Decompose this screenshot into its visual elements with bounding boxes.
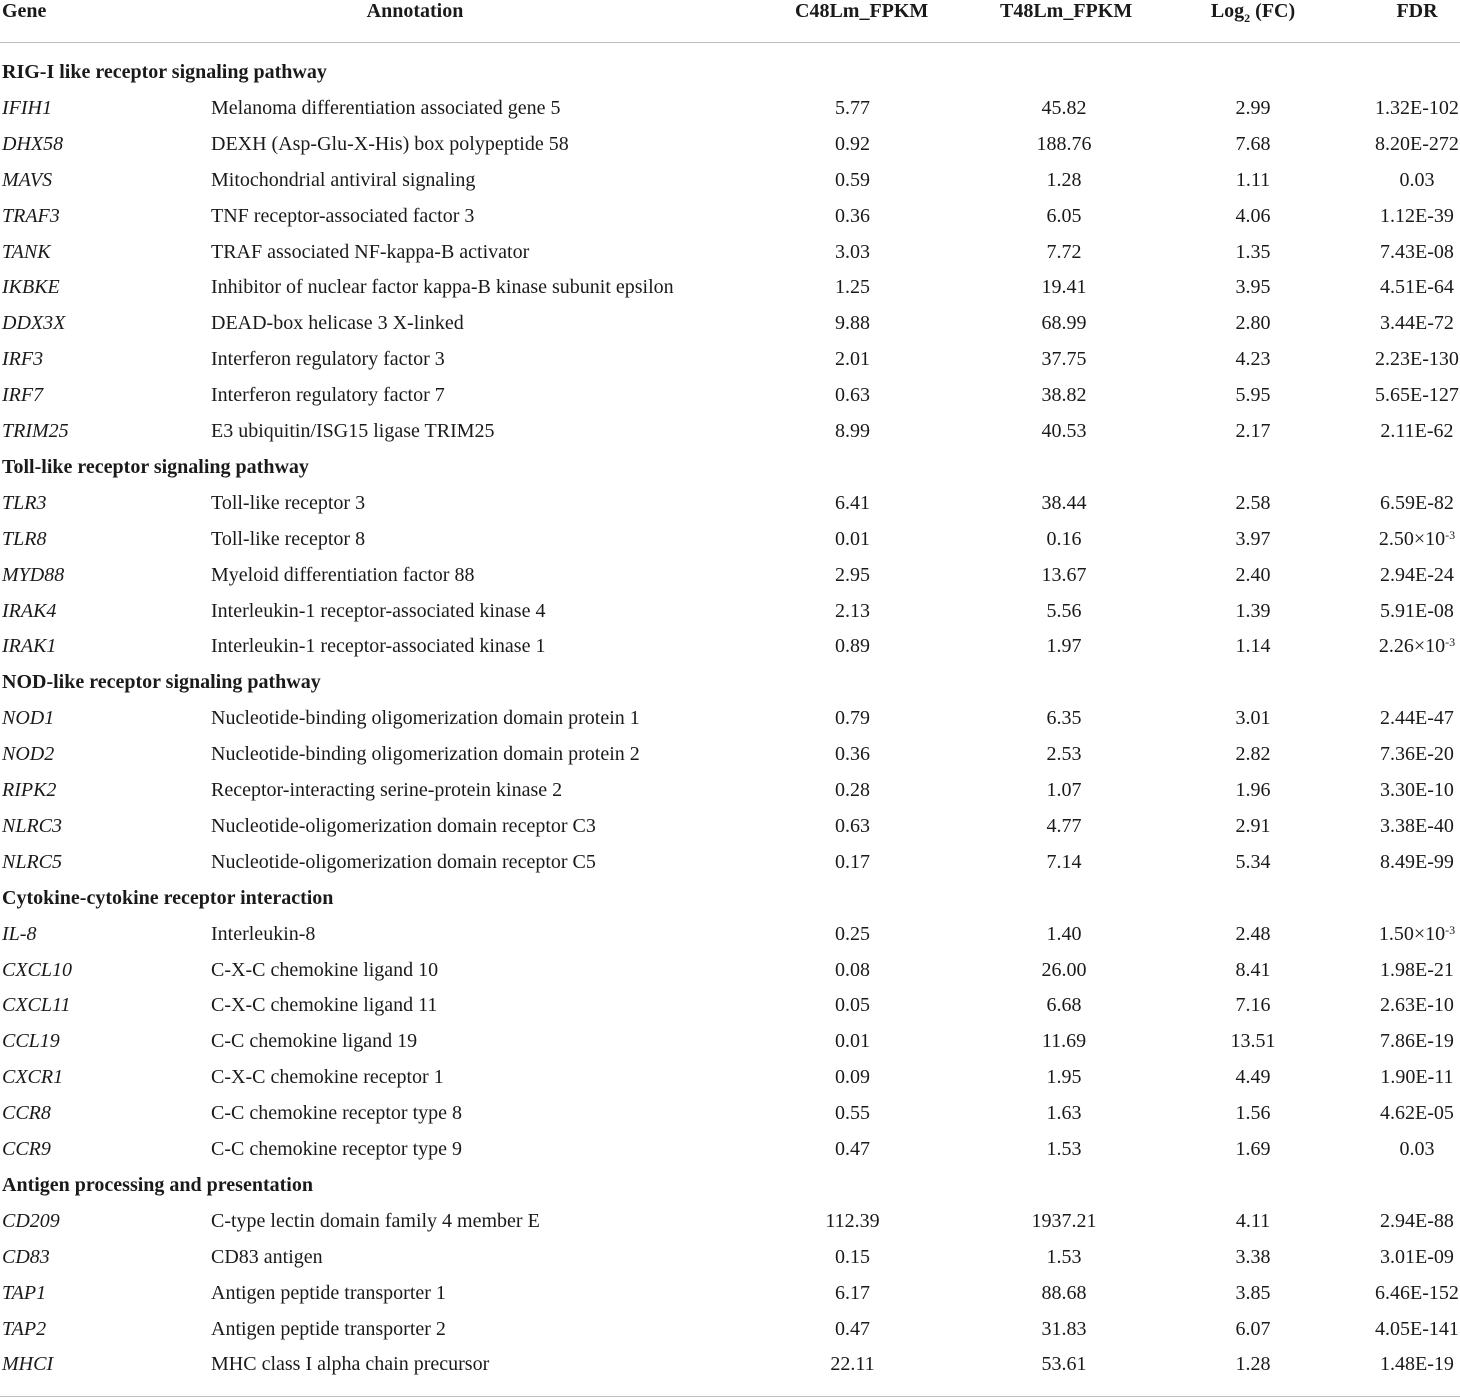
t48lm-fpkm-cell: 1.40 bbox=[1046, 923, 1082, 945]
t48lm-fpkm-cell: 7.72 bbox=[1046, 241, 1082, 263]
table-row bbox=[0, 1346, 1460, 1382]
fdr-cell bbox=[1365, 635, 1460, 657]
section-title: Antigen processing and presentation bbox=[2, 1174, 313, 1196]
c48lm-fpkm-cell: 0.17 bbox=[835, 851, 870, 873]
table-row bbox=[0, 916, 1460, 952]
gene-cell: DDX3X bbox=[2, 312, 66, 334]
log2fc-cell: 13.51 bbox=[1230, 1030, 1276, 1052]
log2fc-cell: 1.28 bbox=[1235, 1353, 1271, 1375]
gene-cell: NLRC5 bbox=[2, 851, 63, 873]
gene-cell: MYD88 bbox=[2, 564, 65, 586]
gene-cell: CXCL11 bbox=[2, 994, 71, 1016]
table-row bbox=[0, 90, 1460, 126]
gene-cell: IL-8 bbox=[2, 923, 37, 945]
fdr-cell bbox=[1365, 1246, 1460, 1268]
t48lm-fpkm-cell: 19.41 bbox=[1041, 276, 1087, 298]
c48lm-fpkm-cell: 0.01 bbox=[835, 1030, 870, 1052]
t48lm-fpkm-cell: 7.14 bbox=[1046, 851, 1082, 873]
annotation-cell: Melanoma differentiation associated gene 5 bbox=[211, 97, 561, 119]
fdr-cell bbox=[1365, 276, 1460, 298]
header-fdr: FDR bbox=[1396, 0, 1438, 22]
c48lm-fpkm-cell: 0.79 bbox=[835, 707, 870, 729]
t48lm-fpkm-cell: 31.83 bbox=[1041, 1318, 1087, 1340]
fdr-cell bbox=[1365, 1318, 1460, 1340]
table-row bbox=[0, 952, 1460, 988]
gene-cell: TLR3 bbox=[2, 492, 47, 514]
fdr-value: 7.36E-20 bbox=[1380, 743, 1454, 765]
annotation-cell: Receptor-interacting serine-protein kinase 2 bbox=[211, 779, 563, 801]
fdr-value: 7.86E-19 bbox=[1380, 1030, 1454, 1052]
fdr-value: 8.20E-272 bbox=[1375, 133, 1459, 155]
fdr-cell bbox=[1365, 205, 1460, 227]
gene-cell: MHCI bbox=[2, 1353, 54, 1375]
fdr-exponent: -3 bbox=[1445, 528, 1456, 542]
fdr-value: 1.12E-39 bbox=[1380, 205, 1454, 227]
fdr-value: 3.30E-10 bbox=[1380, 779, 1454, 801]
t48lm-fpkm-cell: 38.44 bbox=[1041, 492, 1087, 514]
gene-cell: CXCR1 bbox=[2, 1066, 64, 1088]
fdr-value: 3.01E-09 bbox=[1380, 1246, 1454, 1268]
table-row bbox=[0, 1311, 1460, 1347]
c48lm-fpkm-cell: 6.41 bbox=[835, 492, 870, 514]
header-t48lm-fpkm: T48Lm_FPKM bbox=[1000, 0, 1133, 22]
fdr-cell bbox=[1365, 492, 1460, 514]
t48lm-fpkm-cell: 38.82 bbox=[1041, 384, 1087, 406]
fdr-cell bbox=[1365, 1066, 1460, 1088]
c48lm-fpkm-cell: 0.89 bbox=[835, 635, 870, 657]
gene-cell: TLR8 bbox=[2, 528, 47, 550]
log2fc-cell: 8.41 bbox=[1235, 959, 1271, 981]
c48lm-fpkm-cell: 22.11 bbox=[830, 1353, 875, 1375]
c48lm-fpkm-cell: 0.47 bbox=[835, 1318, 870, 1340]
gene-cell: RIPK2 bbox=[2, 779, 57, 801]
c48lm-fpkm-cell: 0.05 bbox=[835, 994, 870, 1016]
fdr-cell bbox=[1365, 1102, 1460, 1124]
c48lm-fpkm-cell: 0.92 bbox=[835, 133, 870, 155]
fdr-value: 2.94E-24 bbox=[1380, 564, 1454, 586]
gene-cell: IKBKE bbox=[2, 276, 60, 298]
annotation-cell: Inhibitor of nuclear factor kappa-B kinase subunit epsilon bbox=[211, 276, 674, 298]
t48lm-fpkm-cell: 1.53 bbox=[1046, 1246, 1082, 1268]
fdr-value: 2.23E-130 bbox=[1375, 348, 1459, 370]
c48lm-fpkm-cell: 3.03 bbox=[835, 241, 870, 263]
fdr-exponent: -3 bbox=[1445, 635, 1456, 649]
fdr-cell bbox=[1365, 1030, 1460, 1052]
annotation-cell: C-C chemokine receptor type 9 bbox=[211, 1138, 463, 1160]
t48lm-fpkm-cell: 1937.21 bbox=[1031, 1210, 1097, 1232]
gene-cell: IRF3 bbox=[2, 348, 44, 370]
annotation-cell: Mitochondrial antiviral signaling bbox=[211, 169, 476, 191]
log2fc-cell: 2.80 bbox=[1235, 312, 1271, 334]
fdr-value: 2.63E-10 bbox=[1380, 994, 1454, 1016]
table-row bbox=[0, 1131, 1460, 1167]
fdr-cell bbox=[1365, 564, 1460, 586]
fdr-value: 5.91E-08 bbox=[1380, 600, 1454, 622]
header-rule bbox=[0, 42, 1460, 43]
annotation-cell: Interferon regulatory factor 7 bbox=[211, 384, 445, 406]
fdr-value: 1.48E-19 bbox=[1380, 1353, 1454, 1375]
log2fc-cell: 2.82 bbox=[1235, 743, 1271, 765]
c48lm-fpkm-cell: 0.36 bbox=[835, 743, 870, 765]
fdr-cell bbox=[1365, 1210, 1460, 1232]
fdr-cell bbox=[1365, 815, 1460, 837]
fdr-value: 2.94E-88 bbox=[1380, 1210, 1454, 1232]
table-header-row bbox=[0, 0, 1460, 25]
fdr-cell bbox=[1365, 1282, 1460, 1304]
log2fc-cell: 2.91 bbox=[1235, 815, 1271, 837]
t48lm-fpkm-cell: 53.61 bbox=[1041, 1353, 1087, 1375]
annotation-cell: Interferon regulatory factor 3 bbox=[211, 348, 445, 370]
gene-cell: MAVS bbox=[2, 169, 53, 191]
gene-cell: IRAK4 bbox=[2, 600, 57, 622]
log2fc-cell: 2.40 bbox=[1235, 564, 1271, 586]
bottom-rule bbox=[0, 1396, 1460, 1397]
annotation-cell: DEXH (Asp-Glu-X-His) box polypeptide 58 bbox=[211, 133, 569, 155]
fdr-value: 1.32E-102 bbox=[1375, 97, 1459, 119]
fdr-cell bbox=[1365, 528, 1460, 550]
fdr-value: 2.26×10 bbox=[1378, 635, 1446, 657]
t48lm-fpkm-cell: 37.75 bbox=[1041, 348, 1087, 370]
annotation-cell: Nucleotide-oligomerization domain receptor C3 bbox=[211, 815, 596, 837]
c48lm-fpkm-cell: 2.95 bbox=[835, 564, 870, 586]
section-row bbox=[0, 54, 1460, 90]
fdr-value: 6.59E-82 bbox=[1380, 492, 1454, 514]
c48lm-fpkm-cell: 0.59 bbox=[835, 169, 870, 191]
t48lm-fpkm-cell: 11.69 bbox=[1041, 1030, 1087, 1052]
fdr-value: 3.44E-72 bbox=[1380, 312, 1454, 334]
log2fc-cell: 5.34 bbox=[1235, 851, 1271, 873]
t48lm-fpkm-cell: 2.53 bbox=[1046, 743, 1082, 765]
fdr-value: 5.65E-127 bbox=[1375, 384, 1459, 406]
table-row bbox=[0, 1239, 1460, 1275]
table-row bbox=[0, 126, 1460, 162]
fdr-value: 2.50×10 bbox=[1378, 528, 1446, 550]
annotation-cell: DEAD-box helicase 3 X-linked bbox=[211, 312, 464, 334]
header-c48lm-fpkm: C48Lm_FPKM bbox=[795, 0, 929, 22]
fdr-cell bbox=[1365, 994, 1460, 1016]
gene-cell: IRF7 bbox=[2, 384, 44, 406]
table-row bbox=[0, 557, 1460, 593]
log2fc-cell: 3.01 bbox=[1235, 707, 1271, 729]
section-row bbox=[0, 449, 1460, 485]
log2fc-cell: 3.95 bbox=[1235, 276, 1271, 298]
log2fc-cell: 1.96 bbox=[1235, 779, 1271, 801]
section-title: Cytokine-cytokine receptor interaction bbox=[2, 887, 334, 909]
fdr-cell bbox=[1365, 923, 1460, 945]
table-row bbox=[0, 1275, 1460, 1311]
annotation-cell: CD83 antigen bbox=[211, 1246, 323, 1268]
t48lm-fpkm-cell: 40.53 bbox=[1041, 420, 1087, 442]
header-log2fc bbox=[1203, 0, 1303, 25]
c48lm-fpkm-cell: 0.55 bbox=[835, 1102, 870, 1124]
annotation-cell: C-X-C chemokine ligand 11 bbox=[211, 994, 438, 1016]
fdr-value: 6.46E-152 bbox=[1375, 1282, 1459, 1304]
log2fc-cell: 2.17 bbox=[1235, 420, 1271, 442]
fdr-cell bbox=[1365, 1353, 1460, 1375]
section-title: NOD-like receptor signaling pathway bbox=[2, 671, 321, 693]
annotation-cell: E3 ubiquitin/ISG15 ligase TRIM25 bbox=[211, 420, 495, 442]
table-row bbox=[0, 700, 1460, 736]
gene-cell: IRAK1 bbox=[2, 635, 57, 657]
c48lm-fpkm-cell: 5.77 bbox=[835, 97, 870, 119]
gene-cell: NLRC3 bbox=[2, 815, 63, 837]
annotation-cell: Myeloid differentiation factor 88 bbox=[211, 564, 475, 586]
t48lm-fpkm-cell: 6.35 bbox=[1046, 707, 1082, 729]
c48lm-fpkm-cell: 2.01 bbox=[835, 348, 870, 370]
annotation-cell: Nucleotide-oligomerization domain receptor C5 bbox=[211, 851, 596, 873]
annotation-cell: TNF receptor-associated factor 3 bbox=[211, 205, 475, 227]
table-row bbox=[0, 808, 1460, 844]
gene-cell: NOD2 bbox=[2, 743, 55, 765]
table-row bbox=[0, 377, 1460, 413]
log2fc-cell: 7.16 bbox=[1235, 994, 1271, 1016]
t48lm-fpkm-cell: 1.07 bbox=[1046, 779, 1082, 801]
annotation-cell: TRAF associated NF-kappa-B activator bbox=[211, 241, 530, 263]
table-row bbox=[0, 341, 1460, 377]
gene-cell: CXCL10 bbox=[2, 959, 73, 981]
annotation-cell: C-X-C chemokine ligand 10 bbox=[211, 959, 439, 981]
t48lm-fpkm-cell: 5.56 bbox=[1046, 600, 1082, 622]
section-row bbox=[0, 664, 1460, 700]
section-row bbox=[0, 880, 1460, 916]
log2fc-cell: 3.38 bbox=[1235, 1246, 1271, 1268]
annotation-cell: Antigen peptide transporter 1 bbox=[211, 1282, 446, 1304]
annotation-cell: Nucleotide-binding oligomerization domain protein 1 bbox=[211, 707, 640, 729]
table-row bbox=[0, 593, 1460, 629]
section-row bbox=[0, 1167, 1460, 1203]
table-row bbox=[0, 1203, 1460, 1239]
gene-cell: CCR8 bbox=[2, 1102, 51, 1124]
header-log2fc-subscript: 2 bbox=[1244, 11, 1251, 25]
fdr-cell bbox=[1365, 959, 1460, 981]
t48lm-fpkm-cell: 4.77 bbox=[1046, 815, 1082, 837]
gene-cell: TRIM25 bbox=[2, 420, 69, 442]
gene-cell: IFIH1 bbox=[2, 97, 52, 119]
fdr-value: 1.98E-21 bbox=[1380, 959, 1454, 981]
fdr-value: 2.11E-62 bbox=[1380, 420, 1454, 442]
log2fc-cell: 1.14 bbox=[1235, 635, 1271, 657]
gene-cell: NOD1 bbox=[2, 707, 55, 729]
fdr-value: 2.44E-47 bbox=[1380, 707, 1454, 729]
fdr-cell bbox=[1365, 312, 1460, 334]
annotation-cell: Interleukin-8 bbox=[211, 923, 316, 945]
log2fc-cell: 5.95 bbox=[1235, 384, 1271, 406]
gene-cell: TANK bbox=[2, 241, 51, 263]
table-row bbox=[0, 1059, 1460, 1095]
gene-cell: DHX58 bbox=[2, 133, 64, 155]
fdr-cell bbox=[1365, 1138, 1460, 1160]
fdr-cell bbox=[1365, 851, 1460, 873]
log2fc-cell: 4.06 bbox=[1235, 205, 1271, 227]
c48lm-fpkm-cell: 0.28 bbox=[835, 779, 870, 801]
section-title: Toll-like receptor signaling pathway bbox=[2, 456, 309, 478]
table-row bbox=[0, 162, 1460, 198]
log2fc-cell: 2.99 bbox=[1235, 97, 1271, 119]
log2fc-cell: 1.11 bbox=[1235, 169, 1271, 191]
table-row bbox=[0, 521, 1460, 557]
t48lm-fpkm-cell: 13.67 bbox=[1041, 564, 1087, 586]
t48lm-fpkm-cell: 0.16 bbox=[1046, 528, 1082, 550]
annotation-cell: C-C chemokine ligand 19 bbox=[211, 1030, 418, 1052]
c48lm-fpkm-cell: 0.08 bbox=[835, 959, 870, 981]
table-row bbox=[0, 485, 1460, 521]
c48lm-fpkm-cell: 0.25 bbox=[835, 923, 870, 945]
gene-cell: TAP1 bbox=[2, 1282, 47, 1304]
gene-cell: CD83 bbox=[2, 1246, 50, 1268]
log2fc-cell: 1.35 bbox=[1235, 241, 1271, 263]
log2fc-cell: 4.11 bbox=[1235, 1210, 1271, 1232]
log2fc-cell: 3.97 bbox=[1235, 528, 1271, 550]
fdr-value: 7.43E-08 bbox=[1380, 241, 1454, 263]
log2fc-cell: 6.07 bbox=[1235, 1318, 1271, 1340]
table-row bbox=[0, 305, 1460, 341]
fdr-value: 4.62E-05 bbox=[1380, 1102, 1454, 1124]
annotation-cell: Interleukin-1 receptor-associated kinase 1 bbox=[211, 635, 546, 657]
fdr-cell bbox=[1365, 348, 1460, 370]
table-row bbox=[0, 736, 1460, 772]
fdr-cell bbox=[1365, 743, 1460, 765]
log2fc-cell: 2.48 bbox=[1235, 923, 1271, 945]
header-gene: Gene bbox=[2, 0, 47, 22]
t48lm-fpkm-cell: 88.68 bbox=[1041, 1282, 1087, 1304]
t48lm-fpkm-cell: 45.82 bbox=[1041, 97, 1087, 119]
t48lm-fpkm-cell: 26.00 bbox=[1041, 959, 1087, 981]
table-row bbox=[0, 198, 1460, 234]
gene-cell: CCR9 bbox=[2, 1138, 51, 1160]
c48lm-fpkm-cell: 1.25 bbox=[835, 276, 870, 298]
c48lm-fpkm-cell: 0.01 bbox=[835, 528, 870, 550]
t48lm-fpkm-cell: 68.99 bbox=[1041, 312, 1087, 334]
fdr-cell bbox=[1365, 384, 1460, 406]
table-row bbox=[0, 1023, 1460, 1059]
gene-cell: CD209 bbox=[2, 1210, 60, 1232]
log2fc-cell: 7.68 bbox=[1235, 133, 1271, 155]
c48lm-fpkm-cell: 6.17 bbox=[835, 1282, 870, 1304]
t48lm-fpkm-cell: 1.28 bbox=[1046, 169, 1082, 191]
annotation-cell: C-type lectin domain family 4 member E bbox=[211, 1210, 540, 1232]
table-row bbox=[0, 269, 1460, 305]
annotation-cell: Toll-like receptor 3 bbox=[211, 492, 366, 514]
annotation-cell: Antigen peptide transporter 2 bbox=[211, 1318, 446, 1340]
log2fc-cell: 3.85 bbox=[1235, 1282, 1271, 1304]
table-row bbox=[0, 234, 1460, 270]
c48lm-fpkm-cell: 0.36 bbox=[835, 205, 870, 227]
c48lm-fpkm-cell: 0.47 bbox=[835, 1138, 870, 1160]
c48lm-fpkm-cell: 112.39 bbox=[825, 1210, 880, 1232]
log2fc-cell: 1.56 bbox=[1235, 1102, 1271, 1124]
fdr-value: 3.38E-40 bbox=[1380, 815, 1454, 837]
t48lm-fpkm-cell: 1.97 bbox=[1046, 635, 1082, 657]
fdr-value: 4.05E-141 bbox=[1375, 1318, 1459, 1340]
annotation-cell: C-X-C chemokine receptor 1 bbox=[211, 1066, 444, 1088]
t48lm-fpkm-cell: 1.53 bbox=[1046, 1138, 1082, 1160]
table-row bbox=[0, 987, 1460, 1023]
fdr-value: 1.90E-11 bbox=[1380, 1066, 1454, 1088]
fdr-cell bbox=[1365, 600, 1460, 622]
fdr-value: 1.50×10 bbox=[1378, 923, 1446, 945]
table-row bbox=[0, 1095, 1460, 1131]
annotation-cell: Nucleotide-binding oligomerization domain protein 2 bbox=[211, 743, 640, 765]
annotation-cell: Toll-like receptor 8 bbox=[211, 528, 366, 550]
fdr-cell bbox=[1365, 169, 1460, 191]
t48lm-fpkm-cell: 188.76 bbox=[1036, 133, 1092, 155]
fdr-cell bbox=[1365, 133, 1460, 155]
header-log2fc-text: Log bbox=[1210, 0, 1245, 22]
t48lm-fpkm-cell: 6.05 bbox=[1046, 205, 1082, 227]
t48lm-fpkm-cell: 6.68 bbox=[1046, 994, 1082, 1016]
fdr-cell bbox=[1365, 779, 1460, 801]
fdr-value: 0.03 bbox=[1399, 1138, 1435, 1160]
fdr-cell bbox=[1365, 707, 1460, 729]
c48lm-fpkm-cell: 0.63 bbox=[835, 815, 870, 837]
table-row bbox=[0, 628, 1460, 664]
log2fc-cell: 4.23 bbox=[1235, 348, 1271, 370]
c48lm-fpkm-cell: 0.15 bbox=[835, 1246, 870, 1268]
annotation-cell: Interleukin-1 receptor-associated kinase 4 bbox=[211, 600, 546, 622]
fdr-exponent: -3 bbox=[1445, 923, 1456, 937]
header-annotation: Annotation bbox=[366, 0, 464, 22]
fdr-cell bbox=[1365, 420, 1460, 442]
log2fc-cell: 1.39 bbox=[1235, 600, 1271, 622]
table-row bbox=[0, 844, 1460, 880]
table-row bbox=[0, 772, 1460, 808]
section-title: RIG-I like receptor signaling pathway bbox=[2, 61, 327, 83]
fdr-value: 4.51E-64 bbox=[1380, 276, 1454, 298]
fdr-value: 0.03 bbox=[1399, 169, 1435, 191]
log2fc-cell: 4.49 bbox=[1235, 1066, 1271, 1088]
c48lm-fpkm-cell: 8.99 bbox=[835, 420, 870, 442]
c48lm-fpkm-cell: 0.63 bbox=[835, 384, 870, 406]
c48lm-fpkm-cell: 2.13 bbox=[835, 600, 870, 622]
fdr-value: 8.49E-99 bbox=[1380, 851, 1454, 873]
log2fc-cell: 1.69 bbox=[1235, 1138, 1271, 1160]
gene-cell: TAP2 bbox=[2, 1318, 47, 1340]
t48lm-fpkm-cell: 1.95 bbox=[1046, 1066, 1082, 1088]
c48lm-fpkm-cell: 0.09 bbox=[835, 1066, 870, 1088]
annotation-cell: MHC class I alpha chain precursor bbox=[211, 1353, 490, 1375]
table-row bbox=[0, 413, 1460, 449]
c48lm-fpkm-cell: 9.88 bbox=[835, 312, 870, 334]
fdr-cell bbox=[1365, 241, 1460, 263]
log2fc-cell: 2.58 bbox=[1235, 492, 1271, 514]
gene-cell: TRAF3 bbox=[2, 205, 60, 227]
header-log2fc-suffix: (FC) bbox=[1250, 0, 1296, 22]
annotation-cell: C-C chemokine receptor type 8 bbox=[211, 1102, 463, 1124]
gene-cell: CCL19 bbox=[2, 1030, 60, 1052]
fdr-cell bbox=[1365, 97, 1460, 119]
t48lm-fpkm-cell: 1.63 bbox=[1046, 1102, 1082, 1124]
